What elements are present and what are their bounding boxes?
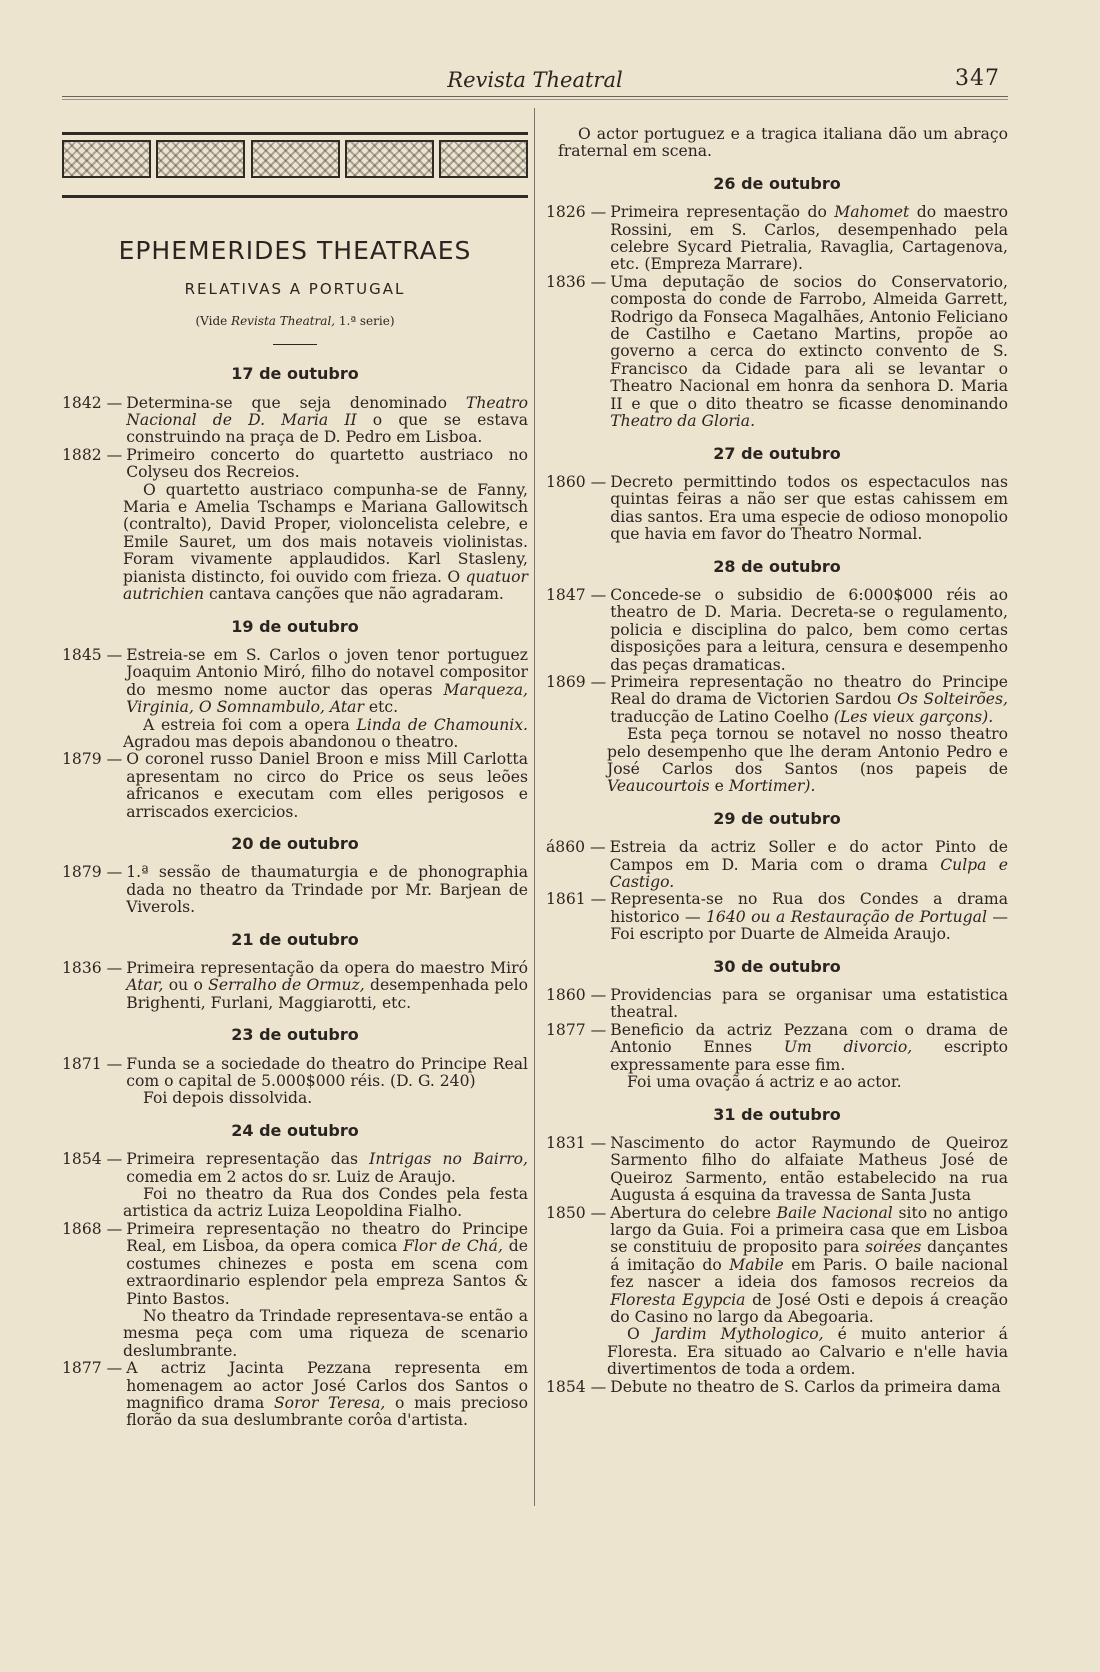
entry-text: Estreia da actriz Soller e do actor Pinto de Campos em D. Maria com o drama Culpa e Castigo. (609, 838, 1008, 892)
entry-year: 1847 — (546, 585, 607, 604)
entry-text: Beneficio da actriz Pezzana com o drama de Antonio Ennes Um divorcio, escripto expressamente para esse fim. (610, 1020, 1008, 1074)
entry-year: 1879 — (62, 863, 123, 882)
entry-1836-b (546, 274, 1008, 431)
entry-1847 (546, 587, 1008, 674)
entry-year: 1854 — (62, 1150, 123, 1169)
date-heading: 28 de outubro (713, 556, 841, 576)
article-subtitle: RELATIVAS A PORTUGAL (184, 280, 406, 299)
ornament-tile (62, 140, 151, 178)
entry-text: Decreto permittindo todos os espectaculos nas quintas feiras a não ser que estas cahissem em dias santos. Era uma especie de odioso monopolio que havia em favor do Theatro Normal. (610, 472, 1008, 544)
entry-text: Uma deputação de socios do Conservatorio, composta do conde de Farrobo, Almeida Garrett, Rodrigo da Fonseca Magalhães, Antonio Feliciano de Castilho e Caetano Martins, propõe ao governo a cerca do extincto convento de S. Francisco da Cidade para ali se levantar o Theatro Nacional em honra da senhora D. Maria II e que o dito theatro se ficasse denominando Theatro da Gloria. (610, 272, 1008, 431)
entry-year: 1826 — (546, 203, 607, 222)
article-title: EPHEMERIDES THEATRAES (118, 236, 472, 265)
entry-year: 1877 — (62, 1359, 123, 1378)
entry-1882 (62, 447, 528, 482)
running-head (62, 66, 1008, 97)
entry-text: Funda se a sociedade do theatro do Principe Real com o capital de 5.000$000 réis. (D. G. 240) (126, 1054, 528, 1091)
entry-year: á860 — (546, 838, 606, 857)
entry-paragraph: Foi uma ovação á actriz e ao actor. (627, 1073, 902, 1092)
entry-year: 1879 — (62, 750, 123, 769)
entry-1860-b (546, 839, 1008, 891)
entry-year: 1831 — (546, 1133, 607, 1152)
date-heading: 24 de outubro (231, 1120, 359, 1140)
entry-1831 (546, 1135, 1008, 1205)
entry-text: Primeira representação das Intrigas no Bairro, comedia em 2 actos do sr. Luiz de Araujo. (126, 1150, 528, 1186)
entry-year: 1842 — (62, 393, 123, 412)
date-heading: 23 de outubro (231, 1025, 359, 1045)
entry-1879-b (62, 864, 528, 916)
entry-text: Determina-se que seja denominado Theatro Nacional de D. Maria II o que se estava construindo na praça de D. Pedro em Lisboa. (126, 393, 528, 447)
entry-1842 (62, 395, 528, 447)
entry-paragraph: O Jardim Mythologico, é muito anterior á Floresta. Era situado ao Calvario e n'elle havia divertimentos de toda a ordem. (607, 1325, 1008, 1379)
entry-paragraph: Foi depois dissolvida. (143, 1089, 313, 1108)
entry-1879 (62, 751, 528, 821)
entry-paragraph: Foi no theatro da Rua dos Condes pela festa artistica da actriz Luiza Leopoldina Fialho. (123, 1185, 528, 1221)
entry-year: 1882 — (62, 445, 123, 464)
entry-text: Primeira representação no theatro do Principe Real, em Lisboa, da opera comica Flor de Chá, de costumes chinezes e posta em scena com extraordinario esplendor pela empreza Santos & Pinto Bastos. (126, 1219, 528, 1308)
entry-paragraph: Esta peça tornou se notavel no nosso theatro pelo desempenho que lhe deram Antonio Pedro e José Carlos dos Santos (nos papeis de Veaucourtois e Mortimer). (607, 725, 1008, 796)
entry-year: 1836 — (62, 959, 123, 977)
continued-paragraph: O actor portuguez e a tragica italiana dão um abraço fraternal em scena. (558, 125, 1008, 161)
entry-text: Representa-se no Rua dos Condes a drama historico — 1640 ou a Restauração de Portugal — Foi escripto por Duarte de Almeida Araujo. (610, 890, 1009, 944)
entry-text: Concede-se o subsidio de 6:000$000 réis ao theatro de D. Maria. Decreta-se o regulamento, policia e disciplina do palco, bem como certas disposições para a leitura, censura e desempenho das peças dramaticas. (610, 585, 1008, 674)
entry-text: Abertura do celebre Baile Nacional sito no antigo largo da Guia. Foi a primeira casa que em Lisboa se constituiu de proposito para soirées dançantes á imitação do Mabile em Paris. O baile nacional fez nascer a ideia dos famosos recreios da Floresta Egypcia de José Osti e depois á creação do Casino no largo da Abegoaria. (610, 1203, 1008, 1326)
entry-1871 (62, 1056, 528, 1091)
entry-text: Primeira representação no theatro do Principe Real do drama de Victorien Sardou Os Solteirões, traducção de Latino Coelho (Les vieux garçons). (610, 672, 1008, 726)
entry-year: 1868 — (62, 1219, 123, 1238)
entry-year: 1861 — (546, 890, 607, 909)
date-heading: 26 de outubro (713, 173, 841, 193)
entry-text: O coronel russo Daniel Broon e miss Mill Carlotta apresentam no circo do Price os seus leões africanos e executam com elles perigosos e arriscados exercicios. (126, 750, 528, 821)
series-reference: (Vide Revista Theatral, 1.ª serie) (195, 313, 395, 328)
entry-1869 (546, 674, 1008, 726)
entry-text: Primeira representação do Mahomet do maestro Rossini, em S. Carlos, desempenhado pela celebre Sycard Pietralia, Ravaglia, Cartagenova, etc. (Empreza Marrare). (610, 203, 1008, 274)
date-heading: 19 de outubro (231, 616, 359, 636)
right-column (546, 126, 1008, 1396)
entry-1854 (62, 1151, 528, 1186)
entry-year: 1877 — (546, 1020, 607, 1039)
entry-paragraph: A estreia foi com a opera Linda de Chamounix. Agradou mas depois abandonou o theatro. (123, 715, 529, 751)
entry-1860 (546, 474, 1008, 544)
entry-text: Primeiro concerto do quartetto austriaco no Colyseu dos Recreios. (126, 445, 528, 482)
entry-text: Estreia-se em S. Carlos o joven tenor portuguez Joaquim Antonio Miró, filho do notavel compositor do mesmo nome auctor das operas Marqueza, Virginia, O Somnambulo, Atar etc. (126, 645, 528, 717)
entry-text: Providencias para se organisar uma estatistica theatral. (610, 986, 1008, 1022)
entry-text: Nascimento do actor Raymundo de Queiroz Sarmento filho do alfaiate Matheus José de Queiroz Sarmento, então estabelecido na rua Augusta á esquina da travessa de Santa Justa (610, 1133, 1008, 1205)
ornament-tile (156, 140, 245, 178)
entry-year: 1871 — (62, 1054, 123, 1073)
date-heading: 31 de outubro (713, 1104, 841, 1124)
entry-1877-b (546, 1022, 1008, 1074)
entry-1877 (62, 1360, 528, 1430)
column-divider (534, 108, 535, 1506)
date-heading: 20 de outubro (231, 833, 359, 853)
entry-text: Debute no theatro de S. Carlos da primeira dama (610, 1377, 1001, 1396)
date-heading: 21 de outubro (231, 929, 359, 949)
entry-paragraph: No theatro da Trindade representava-se então a mesma peça com uma riqueza de scenario deslumbrante. (123, 1306, 528, 1360)
entry-year: 1869 — (546, 672, 607, 691)
date-heading: 29 de outubro (713, 808, 841, 828)
date-heading: 30 de outubro (713, 956, 841, 976)
entry-year: 1854 — (546, 1377, 607, 1396)
entry-1860-c (546, 987, 1008, 1022)
entry-1854-b (546, 1379, 1008, 1396)
entry-text: Primeira representação da opera do maestro Miró Atar, ou o Serralho de Ormuz, desempenhada pelo Brighenti, Furlani, Maggiarotti, etc. (126, 959, 528, 1012)
short-rule (273, 344, 317, 345)
entry-1836 (62, 960, 528, 1012)
date-heading: 17 de outubro (231, 364, 359, 384)
entry-paragraph: O quartetto austriaco compunha-se de Fanny, Maria e Amelia Tschamps e Mariana Gallowitsch (contralto), David Proper, violoncelista celebre, e Emile Sauret, um dos mais notaveis violinistas. Foram vivamente applaudidos. Karl Stasleny, pianista distincto, foi ouvido com frieza. O quatuor autrichien cantava canções que não agradaram. (123, 480, 528, 604)
entry-1826 (546, 204, 1008, 274)
entry-year: 1860 — (546, 986, 607, 1005)
entry-year: 1845 — (62, 645, 123, 664)
entry-text: 1.ª sessão de thaumaturgia e de phonographia dada no theatro da Trindade por Mr. Barjean de Viverols. (126, 863, 528, 917)
entry-year: 1860 — (546, 472, 607, 491)
entry-1868 (62, 1221, 528, 1308)
running-title: Revista Theatral (447, 68, 623, 92)
date-heading: 27 de outubro (713, 443, 841, 463)
left-column (62, 128, 528, 1430)
entry-1861 (546, 891, 1008, 943)
ornament-tile (345, 140, 434, 178)
entry-1845 (62, 647, 528, 717)
entry-year: 1836 — (546, 272, 607, 291)
page-number: 347 (955, 66, 1000, 91)
ornament-tile (251, 140, 340, 178)
entry-text: A actriz Jacinta Pezzana representa em homenagem ao actor José Carlos dos Santos o magnifico drama Soror Teresa, o mais precioso florão da sua deslumbrante corôa d'artista. (126, 1359, 528, 1430)
ornamental-banner (62, 132, 528, 198)
ornament-tile (439, 140, 528, 178)
entry-year: 1850 — (546, 1203, 607, 1222)
entry-1850 (546, 1205, 1008, 1327)
